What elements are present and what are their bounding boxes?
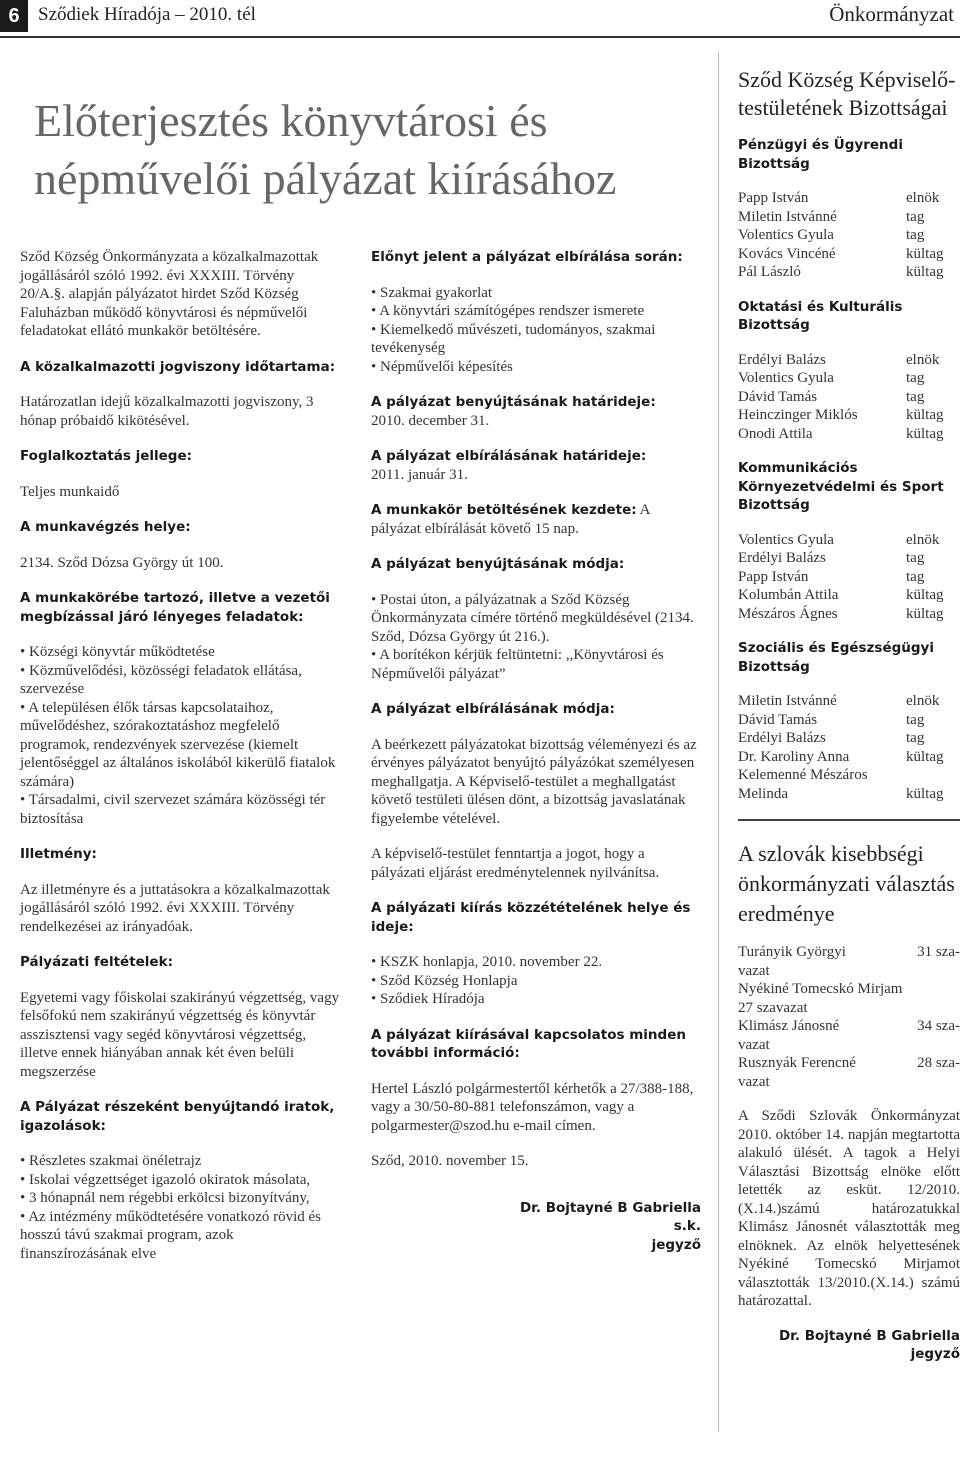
signature-role: jegyző [910,1346,960,1362]
result-row [738,980,960,999]
member-role: tag [906,550,925,566]
member-role [906,766,960,785]
place-text: 2134. Sződ Dózsa György út 100. [20,554,224,571]
member-name: Kelemenné Mészáros [738,767,868,783]
page-header [0,0,960,36]
member-row [738,729,960,748]
member-role: tag [906,208,925,225]
result-row [738,1054,960,1073]
heading-publish: A pályázati kiírás közzétételének helye és ideje: [371,900,691,935]
list-item: • A településen élők társas kapcsolataihoz, művelődéshez, szórakoztatáshoz megfelelő programok, rendezvények szervezése (kiemelt jelentőséggel az általános iskolából kikerülő fiatalok számára) [20,699,340,792]
member-name: Volentics Gyula [738,531,834,548]
vote-count: 28 sza- [917,1055,960,1071]
list-item: • Kiemelkedő művészeti, tudományos, szakmai tevékenység [371,321,701,358]
document-list [20,1152,340,1263]
list-item: • Az intézmény működtetésére vonatkozó rövid és hosszú távú szakmai program, azok finanszírozásának elve [20,1208,340,1264]
member-role: elnök [906,351,940,368]
list-item: • Postai úton, a pályázatnak a Sződ Község Önkormányzata címére történő megküldésével (2134. Sződ, Dózsa György út 216.). [371,591,701,647]
heading-start: A munkakör betöltésének kezdete: [371,502,637,518]
heading-deadline: A pályázat benyújtásának határideje: [371,394,656,410]
member-row [738,245,960,264]
list-item: • Szakmai gyakorlat [371,284,701,303]
advantage-list [371,284,701,377]
heading-type: Foglalkoztatás jellege: [20,448,192,464]
list-item: • KSZK honlapja, 2010. november 22. [371,953,701,972]
member-row [738,586,960,605]
committee-members [738,189,960,282]
eval-deadline-text: 2011. január 31. [371,466,468,483]
vote-count-cont: vazat [738,1036,770,1053]
start-text: A pályázat elbírálását követő 15 nap. [371,502,650,537]
member-row [738,226,960,245]
member-role: kültag [906,245,944,262]
member-name: Erdélyi Balázs [738,730,826,746]
result-row [738,1017,960,1036]
member-role: elnök [906,190,940,206]
member-row [738,605,960,624]
column-divider [718,52,719,1432]
list-item: • 3 hónapnál nem régebbi erkölcsi bizonyítvány, [20,1189,340,1208]
heading-eval-deadline: A pályázat elbírálásának határideje: [371,448,647,464]
signature-sk: s.k. [673,1218,701,1234]
section-divider [738,819,960,821]
member-name: Kolumbán Attila [738,587,839,603]
vote-count-cont: 27 szavazat [738,999,808,1016]
member-row [738,263,960,282]
member-role: tag [906,227,925,243]
list-item: • A könyvtári számítógépes rendszer ismerete [371,302,701,321]
member-role: kültag [906,425,944,442]
member-row [738,711,960,730]
member-row [738,549,960,568]
column-1 [20,248,340,1280]
column-2 [371,248,701,1254]
eval-deadline-block [371,447,701,484]
member-role: kültag [906,587,944,603]
member-row [738,531,960,550]
vote-count-cont: vazat [738,1073,770,1090]
candidate-name: Nyékiné Tomecskó Mirjam [738,981,903,997]
vote-count-cont: vazat [738,962,770,979]
signature-name: Dr. Bojtayné B Gabriella [519,1199,701,1216]
member-name: Heinczinger Miklós [738,407,858,423]
member-role: tag [906,730,925,746]
heading-duration: A közalkalmazotti jogviszony időtartama: [20,358,336,375]
member-role: tag [906,388,925,405]
start-block [371,501,701,538]
column-3 [738,66,960,1364]
member-role: kültag [906,785,944,802]
member-name: Melinda [738,785,788,802]
member-row [738,425,960,444]
committee-name: Oktatási és Kulturális Bizottság [738,298,903,333]
date-text: Sződ, 2010. november 15. [371,1153,529,1169]
member-role: tag [906,568,925,585]
list-item: • A borítékon kérjük feltüntetni: ,,Könyvtárosi és Népművelői pályázat” [371,646,701,683]
committees-heading: Sződ Község Képviselő-testületének Bizottságai [738,67,956,120]
member-name: Mészáros Ágnes [738,605,838,622]
member-row [738,388,960,407]
vote-count: 31 sza- [917,944,960,960]
election-results [738,943,960,1091]
election-text: A Sződi Szlovák Önkormányzat 2010. október 14. napján megtartotta alakuló ülését. A tagok a Helyi Választási Bizottság elnöke előtt letették az esküt. 12/2010.(X.14.)számú határozatukkal Klimász Jánosnét választották meg elnöknek. Az elnök helyettesének Nyékiné Tomecskó Mirjamot választották 13/2010.(X.14.) számú határozattal. [738,1108,960,1309]
candidate-name: Turányik Györgyi [738,944,846,960]
deadline-block [371,393,701,430]
committee-members [738,351,960,444]
member-row [738,785,960,804]
heading-eval-method: A pályázat elbírálásának módja: [371,701,615,717]
member-row [738,189,960,208]
list-item: • Társadalmi, civil szervezet számára közösségi tér biztosítása [20,791,340,828]
member-role: kültag [906,605,944,622]
heading-documents: A Pályázat részeként benyújtandó iratok, igazolások: [20,1099,335,1134]
article-title: Előterjesztés könyvtárosi és népművelői pályázat kiírásához [34,95,617,204]
publication-title: Sződiek Híradója – 2010. tél [38,4,256,25]
member-name: Miletin Istvánné [738,208,837,225]
member-role: tag [906,711,925,728]
member-name: Onodi Attila [738,425,813,442]
vote-count: 34 sza- [917,1018,960,1034]
member-row [738,369,960,388]
publish-list [371,953,701,1009]
candidate-name: Rusznyák Ferencné [738,1055,856,1071]
member-row [738,568,960,587]
member-role: kültag [906,264,944,280]
committee-name: Szociális és Egészségügyi Bizottság [738,640,934,675]
list-item: • Részletes szakmai önéletrajz [20,1152,340,1171]
member-name: Volentics Gyula [738,227,834,243]
member-role: kültag [906,748,944,765]
heading-tasks: A munkakörébe tartozó, illetve a vezetői megbízással járó lényeges feladatok: [20,590,330,625]
member-name: Kovács Vincéné [738,245,836,262]
member-name: Papp István [738,190,809,206]
header-rule [0,36,960,38]
committee-members [738,531,960,624]
heading-salary: Illetmény: [20,846,97,862]
eval-method-text: A beérkezett pályázatokat bizottság véleményezi és az érvényes pályázatot benyújtó pályázókat személyesen meghallgatja. A Képviselő-testület a meghallgatást követő testületi ülésen dönt, a bizottság javaslatának figyelembe vételével. [371,736,697,827]
info-text: Hertel László polgármestertől kérhetők a 27/388-188, vagy a 30/50-80-881 telefonszámon, vagy a polgarmester@szod.hu e-mail címen. [371,1080,694,1134]
candidate-name: Klimász Jánosné [738,1018,840,1034]
member-name: Volentics Gyula [738,370,834,386]
signature-name: Dr. Bojtayné B Gabriella [778,1327,960,1344]
list-item: • Községi könyvtár működtetése [20,643,340,662]
member-row [738,748,960,767]
member-row [738,692,960,711]
member-role: kültag [906,407,944,423]
member-name: Dr. Karoliny Anna [738,748,850,765]
member-name: Miletin Istvánné [738,693,837,709]
salary-text: Az illetményre és a juttatásokra a közalkalmazottak jogállásáról szóló 1992. évi XXXIII. Törvény rendelkezései az irányadóak. [20,881,330,935]
heading-method: A pályázat benyújtásának módja: [371,556,625,572]
conditions-text: Egyetemi vagy főiskolai szakirányú végzettség, vagy felsőfokú nem szakirányú végzettség és könyvtár asszisztensi vagy segéd könyvtárosi végzettség, illetve ennek hiányában annak két éven belüli megszerzése [20,989,340,1080]
member-role: elnök [906,693,940,709]
member-name: Pál László [738,264,801,280]
committee-name: Pénzügyi és Ügyrendi Bizottság [738,137,903,172]
list-item: • Sződ Község Honlapja [371,972,701,991]
heading-place: A munkavégzés helye: [20,519,191,535]
member-row [738,406,960,425]
committee-name: Kommunikációs Környezetvédelmi és Sport Bizottság [738,460,944,513]
member-name: Dávid Tamás [738,711,818,728]
election-heading: A szlovák kisebbségi önkormányzati választás eredménye [738,841,955,926]
member-name: Erdélyi Balázs [738,351,826,368]
member-name: Dávid Tamás [738,388,818,405]
member-name: Erdélyi Balázs [738,550,826,566]
list-item: • Népművelői képesítés [371,358,701,377]
member-role: elnök [906,531,940,548]
deadline-text: 2010. december 31. [371,412,490,429]
section-title: Önkormányzat [829,2,954,26]
list-item: • Iskolai végzettséget igazoló okiratok másolata, [20,1171,340,1190]
rights-text: A képviselő-testület fenntartja a jogot, hogy a pályázati eljárást eredménytelennek nyilvánítsa. [371,846,660,881]
page-number: 6 [0,0,28,32]
member-row [738,766,960,785]
heading-conditions: Pályázati feltételek: [20,954,173,970]
list-item: • Sződiek Híradója [371,990,701,1009]
member-row [738,208,960,227]
duration-text: Határozatlan idejű közalkalmazotti jogviszony, 3 hónap próbaidő kikötésével. [20,394,314,429]
type-text: Teljes munkaidő [20,483,120,500]
heading-info: A pályázat kiírásával kapcsolatos minden további információ: [371,1026,686,1061]
list-item: • Közművelődési, közösségi feladatok ellátása, szervezése [20,662,340,699]
intro-text: Sződ Község Önkormányzata a közalkalmazottak jogállásáról szóló 1992. évi XXXIII. Törvény 20/A.§. alapján pályázatot hirdet Sződ Község Faluházban működő könyvtárosi és népművelői feladatokat ellátó munkakör betöltésére. [20,249,319,339]
task-list [20,643,340,828]
committee-members [738,692,960,803]
member-name: Papp István [738,568,809,585]
member-role: tag [906,370,925,386]
member-row [738,351,960,370]
result-row [738,943,960,962]
signature-role: jegyző [651,1236,701,1253]
heading-advantage: Előnyt jelent a pályázat elbírálása során: [371,249,683,265]
method-list [371,591,701,684]
